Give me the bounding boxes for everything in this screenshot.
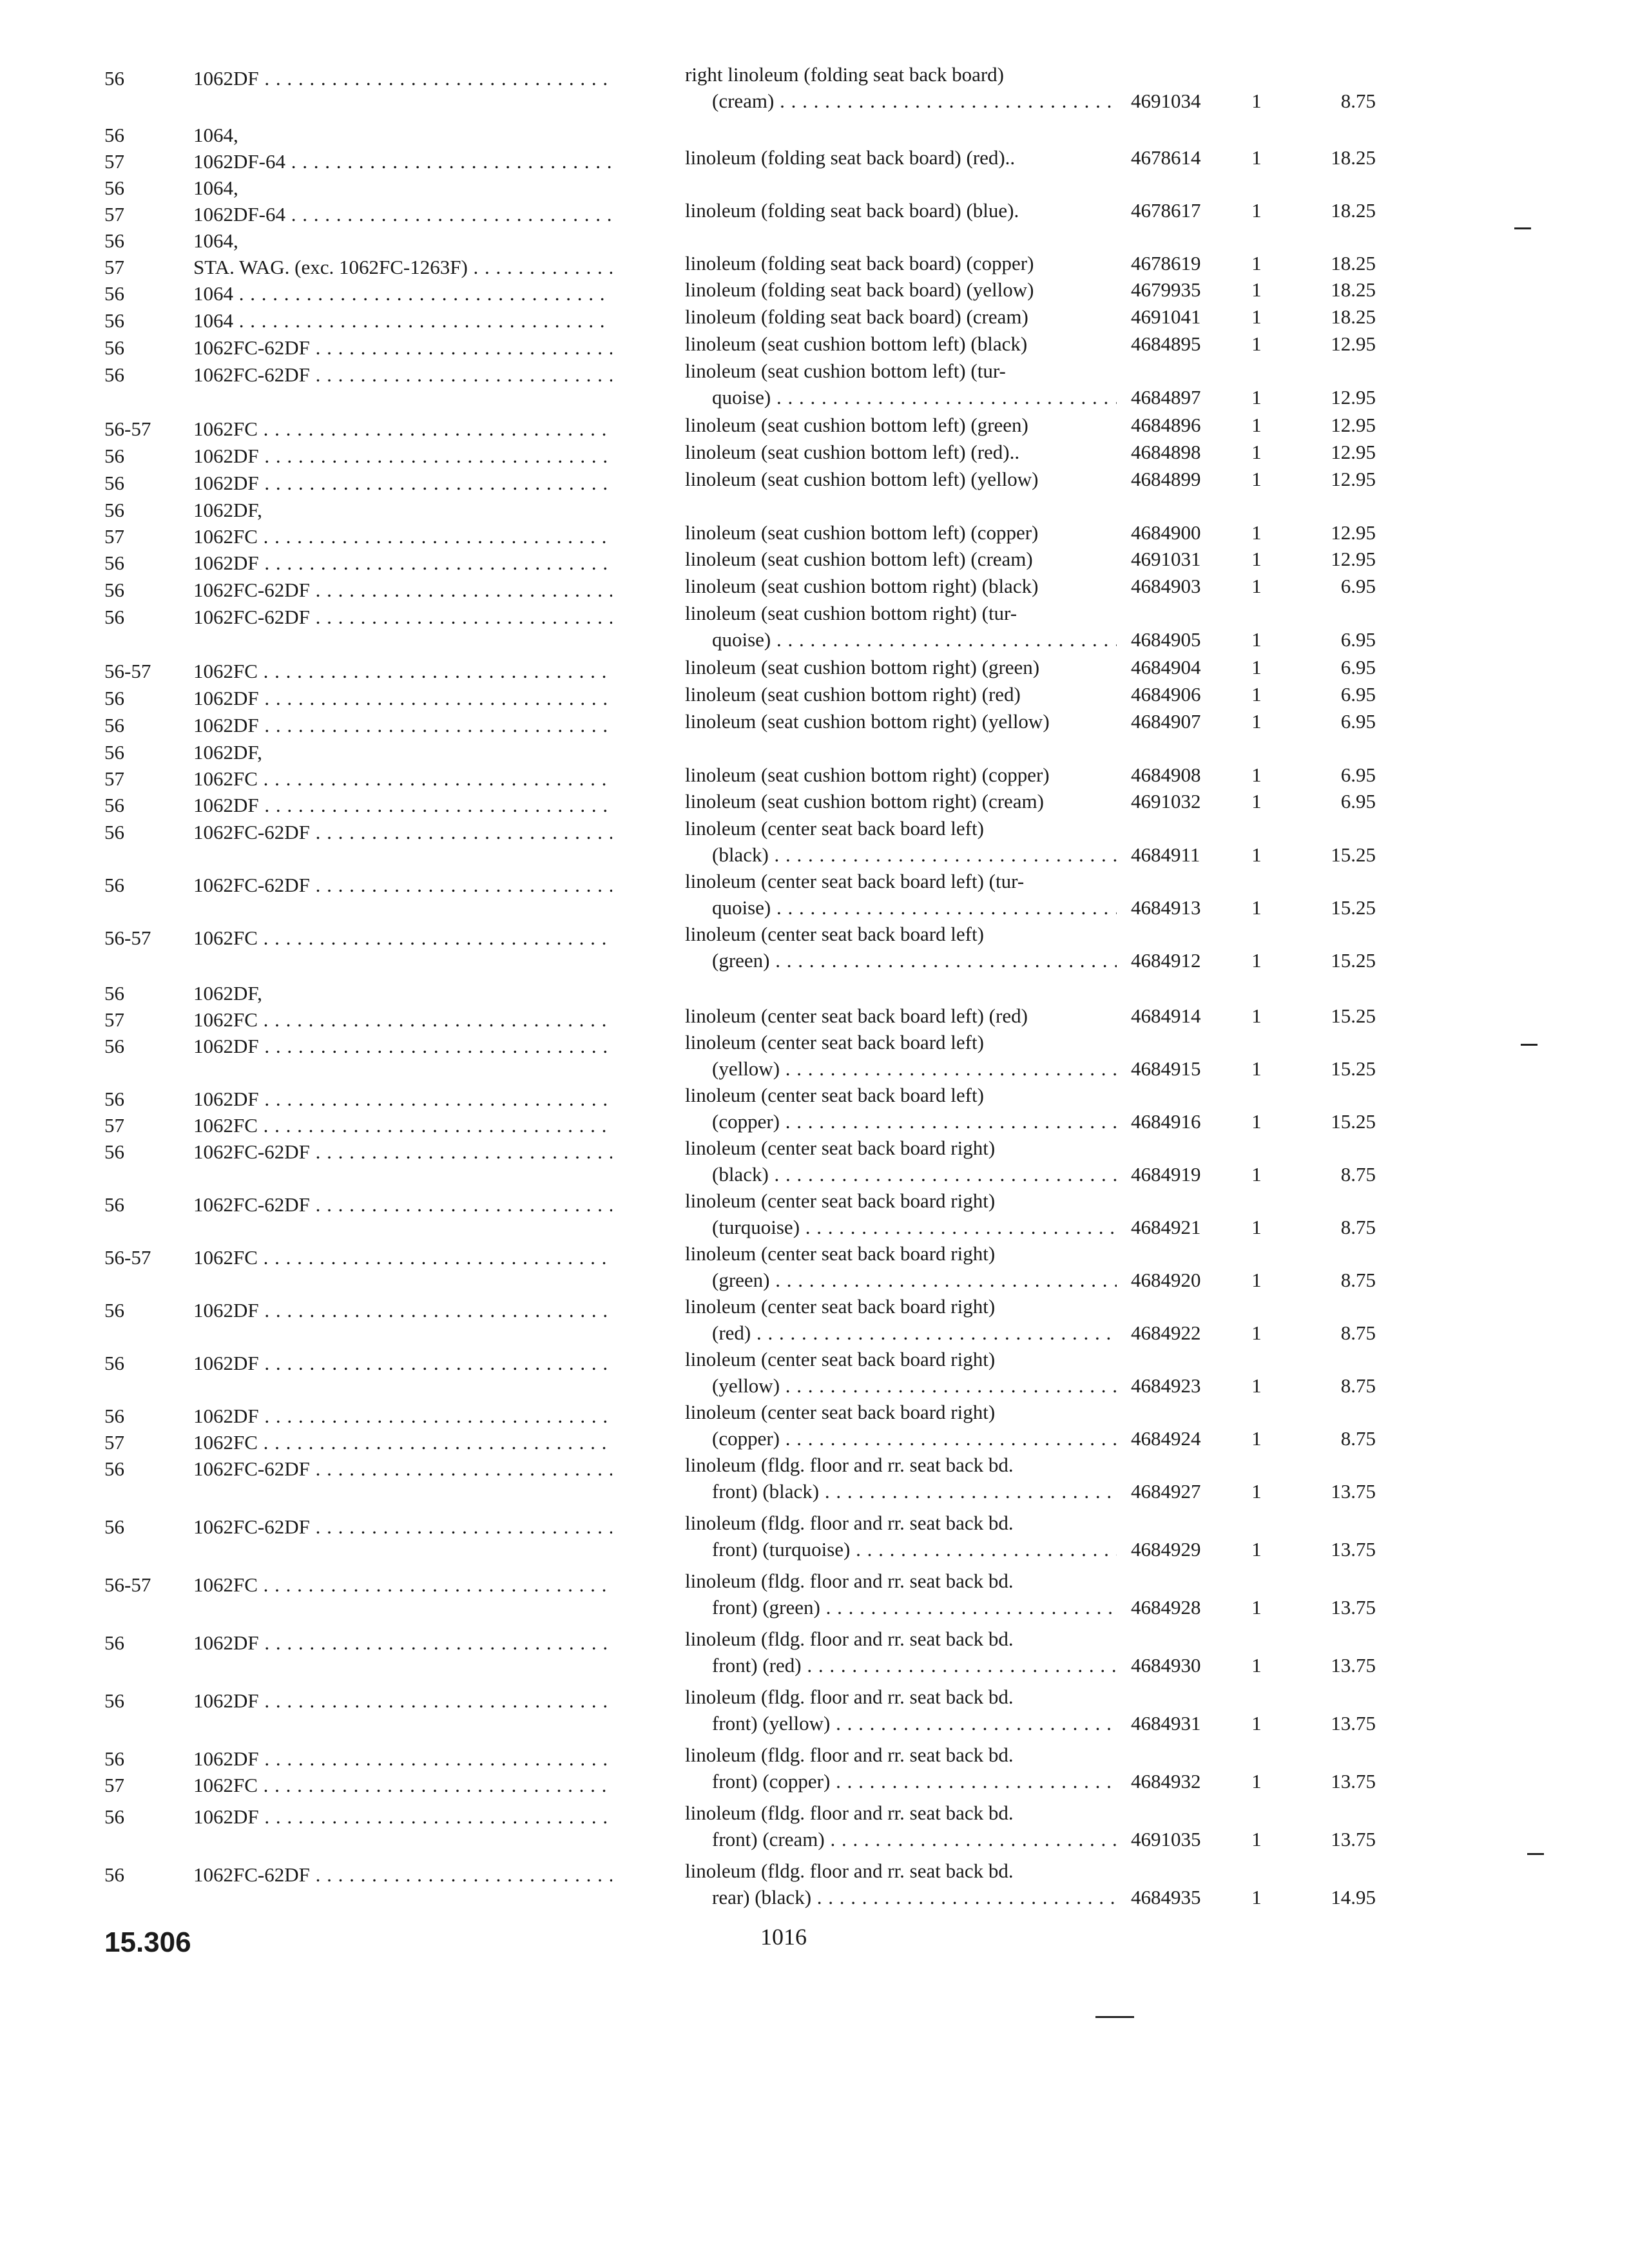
part-number-cell: 4684919 bbox=[1131, 1163, 1201, 1186]
price-cell: 8.75 bbox=[1340, 1269, 1376, 1291]
year-cell: 56 bbox=[104, 499, 124, 521]
quantity-cell: 1 bbox=[1251, 1427, 1262, 1450]
model-cell: 1062FC . . . bbox=[193, 1571, 612, 1599]
model-cell: 1062FC . . . bbox=[193, 1244, 612, 1272]
model-cell: 1062DF . . . bbox=[193, 1803, 612, 1831]
description-line: linoleum (center seat back board left) bbox=[685, 1084, 984, 1106]
quantity-cell: 1 bbox=[1251, 305, 1262, 328]
part-number-cell: 4679935 bbox=[1131, 278, 1201, 301]
model-cell: 1062DF, bbox=[193, 982, 262, 1004]
description-line: linoleum (fldg. floor and rr. seat back bd. bbox=[685, 1686, 1014, 1708]
quantity-cell: 1 bbox=[1251, 1828, 1262, 1850]
quantity-cell: 1 bbox=[1251, 332, 1262, 355]
quantity-cell: 1 bbox=[1251, 386, 1262, 408]
description-line: linoleum (seat cushion bottom left) (copper) bbox=[685, 521, 1039, 544]
price-cell: 13.75 bbox=[1331, 1654, 1376, 1677]
year-cell: 57 bbox=[104, 256, 124, 278]
description-line: linoleum (seat cushion bottom left) (black) bbox=[685, 332, 1028, 355]
description-line: front) (turquoise) . . . bbox=[712, 1535, 1117, 1564]
model-cell: 1062FC-62DF . . . bbox=[193, 1455, 612, 1483]
year-cell: 57 bbox=[104, 150, 124, 173]
price-cell: 13.75 bbox=[1331, 1770, 1376, 1792]
model-cell: 1062FC . . . bbox=[193, 1006, 612, 1034]
quantity-cell: 1 bbox=[1251, 548, 1262, 570]
part-number-cell: 4684922 bbox=[1131, 1321, 1201, 1344]
year-cell: 56 bbox=[104, 363, 124, 386]
description-line: linoleum (center seat back board right) bbox=[685, 1348, 996, 1370]
description-line: linoleum (fldg. floor and rr. seat back bd. bbox=[685, 1512, 1014, 1534]
price-cell: 14.95 bbox=[1331, 1886, 1376, 1908]
price-cell: 8.75 bbox=[1340, 1374, 1376, 1397]
part-number-cell: 4678617 bbox=[1131, 199, 1201, 222]
year-cell: 56 bbox=[104, 1689, 124, 1712]
description-line: linoleum (seat cushion bottom right) (tur- bbox=[685, 602, 1017, 624]
model-cell: 1062DF . . . bbox=[193, 791, 612, 820]
description-line: linoleum (seat cushion bottom right) (copper) bbox=[685, 764, 1050, 786]
price-cell: 13.75 bbox=[1331, 1538, 1376, 1561]
price-cell: 8.75 bbox=[1340, 1321, 1376, 1344]
model-cell: 1064, bbox=[193, 229, 238, 252]
quantity-cell: 1 bbox=[1251, 790, 1262, 812]
model-cell: 1062DF . . . bbox=[193, 1745, 612, 1773]
price-cell: 15.25 bbox=[1331, 949, 1376, 972]
price-cell: 12.95 bbox=[1331, 414, 1376, 436]
description-line: linoleum (center seat back board right) bbox=[685, 1242, 996, 1265]
description-line: (green) . . . bbox=[712, 1266, 1117, 1294]
year-cell: 56 bbox=[104, 445, 124, 467]
price-cell: 8.75 bbox=[1340, 90, 1376, 112]
quantity-cell: 1 bbox=[1251, 414, 1262, 436]
quantity-cell: 1 bbox=[1251, 521, 1262, 544]
description-line: (black) . . . bbox=[712, 841, 1117, 869]
part-number-cell: 4684915 bbox=[1131, 1057, 1201, 1080]
description-line: front) (copper) . . . bbox=[712, 1767, 1117, 1796]
part-number-cell: 4684912 bbox=[1131, 949, 1201, 972]
quantity-cell: 1 bbox=[1251, 278, 1262, 301]
quantity-cell: 1 bbox=[1251, 843, 1262, 866]
year-cell: 56 bbox=[104, 714, 124, 736]
model-cell: 1062FC . . . bbox=[193, 924, 612, 952]
description-line: (red) . . . bbox=[712, 1319, 1117, 1347]
year-cell: 57 bbox=[104, 1774, 124, 1796]
model-cell: 1062DF . . . bbox=[193, 64, 612, 93]
model-cell: 1062DF . . . bbox=[193, 549, 612, 577]
description-line: quoise) . . . bbox=[712, 894, 1117, 922]
margin-mark bbox=[1095, 2016, 1134, 2018]
model-cell: 1062DF . . . bbox=[193, 684, 612, 713]
price-cell: 13.75 bbox=[1331, 1596, 1376, 1619]
price-cell: 18.25 bbox=[1331, 278, 1376, 301]
year-cell: 56-57 bbox=[104, 927, 151, 949]
model-cell: 1062FC-62DF . . . bbox=[193, 1191, 612, 1219]
description-line: linoleum (folding seat back board) (cream) bbox=[685, 305, 1028, 328]
description-line: linoleum (folding seat back board) (blue). bbox=[685, 199, 1019, 222]
model-cell: 1064 . . . bbox=[193, 307, 612, 335]
part-number-cell: 4684924 bbox=[1131, 1427, 1201, 1450]
description-line: linoleum (seat cushion bottom left) (green) bbox=[685, 414, 1028, 436]
part-number-cell: 4684895 bbox=[1131, 332, 1201, 355]
description-line: linoleum (folding seat back board) (yellow) bbox=[685, 278, 1034, 301]
quantity-cell: 1 bbox=[1251, 1216, 1262, 1238]
year-cell: 56 bbox=[104, 821, 124, 843]
model-cell: 1062FC . . . bbox=[193, 1771, 612, 1800]
price-cell: 6.95 bbox=[1340, 628, 1376, 651]
price-cell: 15.25 bbox=[1331, 1110, 1376, 1133]
model-cell: 1062FC-62DF . . . bbox=[193, 576, 612, 604]
description-line: linoleum (fldg. floor and rr. seat back bd. bbox=[685, 1744, 1014, 1766]
model-cell: 1062DF . . . bbox=[193, 711, 612, 740]
description-line: linoleum (seat cushion bottom left) (yellow) bbox=[685, 468, 1039, 490]
description-line: linoleum (seat cushion bottom left) (red).. bbox=[685, 441, 1020, 463]
model-cell: 1062FC-62DF . . . bbox=[193, 603, 612, 631]
price-cell: 12.95 bbox=[1331, 548, 1376, 570]
year-cell: 56 bbox=[104, 687, 124, 709]
quantity-cell: 1 bbox=[1251, 146, 1262, 169]
model-cell: 1062DF . . . bbox=[193, 1687, 612, 1715]
year-cell: 57 bbox=[104, 1114, 124, 1137]
part-number-cell: 4691041 bbox=[1131, 305, 1201, 328]
description-line: right linoleum (folding seat back board) bbox=[685, 63, 1005, 86]
quantity-cell: 1 bbox=[1251, 764, 1262, 786]
quantity-cell: 1 bbox=[1251, 1712, 1262, 1735]
price-cell: 6.95 bbox=[1340, 656, 1376, 678]
year-cell: 56 bbox=[104, 177, 124, 199]
price-cell: 13.75 bbox=[1331, 1480, 1376, 1503]
part-number-cell: 4684907 bbox=[1131, 710, 1201, 733]
model-cell: 1062FC-62DF . . . bbox=[193, 1861, 612, 1889]
quantity-cell: 1 bbox=[1251, 710, 1262, 733]
year-cell: 56 bbox=[104, 1352, 124, 1374]
part-number-cell: 4684904 bbox=[1131, 656, 1201, 678]
year-cell: 57 bbox=[104, 203, 124, 226]
year-cell: 56 bbox=[104, 67, 124, 90]
price-cell: 8.75 bbox=[1340, 1216, 1376, 1238]
year-cell: 56 bbox=[104, 1140, 124, 1163]
description-line: (green) . . . bbox=[712, 947, 1117, 975]
year-cell: 57 bbox=[104, 525, 124, 548]
model-cell: STA. WAG. (exc. 1062FC-1263F) . . . bbox=[193, 253, 612, 282]
quantity-cell: 1 bbox=[1251, 1538, 1262, 1561]
year-cell: 56 bbox=[104, 982, 124, 1004]
quantity-cell: 1 bbox=[1251, 896, 1262, 919]
description-line: (cream) . . . bbox=[712, 87, 1117, 115]
part-number-cell: 4684908 bbox=[1131, 764, 1201, 786]
year-cell: 56 bbox=[104, 282, 124, 305]
part-number-cell: 4684935 bbox=[1131, 1886, 1201, 1908]
part-number-cell: 4684927 bbox=[1131, 1480, 1201, 1503]
margin-mark bbox=[1514, 227, 1531, 229]
part-number-cell: 4684932 bbox=[1131, 1770, 1201, 1792]
model-cell: 1062FC . . . bbox=[193, 765, 612, 793]
part-number-cell: 4684911 bbox=[1131, 843, 1200, 866]
margin-mark bbox=[1521, 1044, 1537, 1046]
price-cell: 15.25 bbox=[1331, 843, 1376, 866]
description-line: linoleum (center seat back board left) (red) bbox=[685, 1004, 1028, 1027]
section-page-reference: 15.306 bbox=[104, 1927, 191, 1958]
quantity-cell: 1 bbox=[1251, 628, 1262, 651]
part-number-cell: 4684914 bbox=[1131, 1004, 1201, 1027]
part-number-cell: 4684920 bbox=[1131, 1269, 1201, 1291]
model-cell: 1062FC-62DF . . . bbox=[193, 1513, 612, 1541]
price-cell: 12.95 bbox=[1331, 521, 1376, 544]
quantity-cell: 1 bbox=[1251, 1110, 1262, 1133]
year-cell: 57 bbox=[104, 1431, 124, 1454]
part-number-cell: 4684913 bbox=[1131, 896, 1201, 919]
year-cell: 56 bbox=[104, 124, 124, 146]
year-cell: 56 bbox=[104, 1193, 124, 1216]
model-cell: 1062DF . . . bbox=[193, 1349, 612, 1378]
description-line: linoleum (center seat back board left) bbox=[685, 923, 984, 945]
part-number-cell: 4684931 bbox=[1131, 1712, 1201, 1735]
model-cell: 1062DF . . . bbox=[193, 1032, 612, 1061]
year-cell: 56 bbox=[104, 1088, 124, 1110]
model-cell: 1062DF . . . bbox=[193, 442, 612, 470]
description-line: linoleum (seat cushion bottom right) (cream) bbox=[685, 790, 1044, 812]
year-cell: 56 bbox=[104, 874, 124, 896]
description-line: linoleum (seat cushion bottom right) (green) bbox=[685, 656, 1040, 678]
price-cell: 18.25 bbox=[1331, 305, 1376, 328]
model-cell: 1062FC . . . bbox=[193, 1428, 612, 1457]
part-number-cell: 4684928 bbox=[1131, 1596, 1201, 1619]
year-cell: 56 bbox=[104, 606, 124, 628]
description-line: linoleum (fldg. floor and rr. seat back bd. bbox=[685, 1570, 1014, 1592]
quantity-cell: 1 bbox=[1251, 199, 1262, 222]
model-cell: 1062DF, bbox=[193, 499, 262, 521]
year-cell: 56 bbox=[104, 1405, 124, 1427]
description-line: linoleum (seat cushion bottom right) (black) bbox=[685, 575, 1039, 597]
price-cell: 6.95 bbox=[1340, 575, 1376, 597]
page-number: 1016 bbox=[760, 1924, 807, 1950]
description-line: front) (cream) . . . bbox=[712, 1825, 1117, 1854]
description-line: linoleum (seat cushion bottom right) (yellow) bbox=[685, 710, 1050, 733]
description-line: linoleum (fldg. floor and rr. seat back bd. bbox=[685, 1454, 1014, 1476]
margin-mark bbox=[1527, 1853, 1544, 1855]
quantity-cell: 1 bbox=[1251, 1057, 1262, 1080]
year-cell: 56-57 bbox=[104, 1246, 151, 1269]
quantity-cell: 1 bbox=[1251, 1269, 1262, 1291]
quantity-cell: 1 bbox=[1251, 441, 1262, 463]
year-cell: 56-57 bbox=[104, 418, 151, 440]
price-cell: 6.95 bbox=[1340, 764, 1376, 786]
quantity-cell: 1 bbox=[1251, 1886, 1262, 1908]
part-number-cell: 4684898 bbox=[1131, 441, 1201, 463]
year-cell: 56 bbox=[104, 309, 124, 332]
year-cell: 56 bbox=[104, 1457, 124, 1480]
description-line: linoleum (center seat back board left) bbox=[685, 1031, 984, 1053]
model-cell: 1062DF . . . bbox=[193, 1402, 612, 1430]
quantity-cell: 1 bbox=[1251, 252, 1262, 274]
year-cell: 56 bbox=[104, 1863, 124, 1886]
part-number-cell: 4684916 bbox=[1131, 1110, 1201, 1133]
quantity-cell: 1 bbox=[1251, 683, 1262, 706]
quantity-cell: 1 bbox=[1251, 1321, 1262, 1344]
year-cell: 56 bbox=[104, 229, 124, 252]
description-line: front) (black) . . . bbox=[712, 1477, 1117, 1506]
part-number-cell: 4684930 bbox=[1131, 1654, 1201, 1677]
model-cell: 1062FC-62DF . . . bbox=[193, 871, 612, 899]
model-cell: 1062DF . . . bbox=[193, 1296, 612, 1325]
description-line: linoleum (seat cushion bottom left) (tur- bbox=[685, 360, 1006, 382]
year-cell: 56 bbox=[104, 579, 124, 601]
year-cell: 56 bbox=[104, 1299, 124, 1321]
description-line: linoleum (center seat back board right) bbox=[685, 1401, 996, 1423]
description-line: linoleum (center seat back board right) bbox=[685, 1137, 996, 1159]
description-line: quoise) . . . bbox=[712, 383, 1117, 412]
description-line: (yellow) . . . bbox=[712, 1372, 1117, 1400]
model-cell: 1062DF . . . bbox=[193, 469, 612, 497]
part-number-cell: 4684896 bbox=[1131, 414, 1201, 436]
model-cell: 1062FC-62DF . . . bbox=[193, 1138, 612, 1166]
year-cell: 56 bbox=[104, 1515, 124, 1538]
quantity-cell: 1 bbox=[1251, 949, 1262, 972]
price-cell: 18.25 bbox=[1331, 252, 1376, 274]
part-number-cell: 4691032 bbox=[1131, 790, 1201, 812]
model-cell: 1062DF . . . bbox=[193, 1629, 612, 1657]
year-cell: 56 bbox=[104, 794, 124, 816]
description-line: linoleum (center seat back board right) bbox=[685, 1295, 996, 1318]
model-cell: 1062FC-62DF . . . bbox=[193, 361, 612, 389]
description-line: front) (yellow) . . . bbox=[712, 1709, 1117, 1738]
year-cell: 56 bbox=[104, 336, 124, 359]
description-line: linoleum (seat cushion bottom left) (cream) bbox=[685, 548, 1033, 570]
model-cell: 1064, bbox=[193, 124, 238, 146]
quantity-cell: 1 bbox=[1251, 1374, 1262, 1397]
model-cell: 1062DF . . . bbox=[193, 1085, 612, 1113]
price-cell: 15.25 bbox=[1331, 896, 1376, 919]
part-number-cell: 4684921 bbox=[1131, 1216, 1201, 1238]
model-cell: 1062DF, bbox=[193, 741, 262, 764]
year-cell: 56 bbox=[104, 552, 124, 574]
year-cell: 56-57 bbox=[104, 660, 151, 682]
quantity-cell: 1 bbox=[1251, 1004, 1262, 1027]
price-cell: 6.95 bbox=[1340, 683, 1376, 706]
quantity-cell: 1 bbox=[1251, 1770, 1262, 1792]
quantity-cell: 1 bbox=[1251, 1596, 1262, 1619]
price-cell: 12.95 bbox=[1331, 386, 1376, 408]
price-cell: 6.95 bbox=[1340, 710, 1376, 733]
price-cell: 18.25 bbox=[1331, 146, 1376, 169]
part-number-cell: 4684929 bbox=[1131, 1538, 1201, 1561]
quantity-cell: 1 bbox=[1251, 1163, 1262, 1186]
description-line: linoleum (fldg. floor and rr. seat back bd. bbox=[685, 1802, 1014, 1824]
price-cell: 8.75 bbox=[1340, 1427, 1376, 1450]
quantity-cell: 1 bbox=[1251, 656, 1262, 678]
description-line: quoise) . . . bbox=[712, 626, 1117, 654]
year-cell: 56 bbox=[104, 1631, 124, 1654]
model-cell: 1062FC-62DF . . . bbox=[193, 818, 612, 847]
year-cell: 56-57 bbox=[104, 1573, 151, 1596]
year-cell: 56 bbox=[104, 472, 124, 494]
price-cell: 13.75 bbox=[1331, 1828, 1376, 1850]
part-number-cell: 4684906 bbox=[1131, 683, 1201, 706]
part-number-cell: 4684903 bbox=[1131, 575, 1201, 597]
part-number-cell: 4684899 bbox=[1131, 468, 1201, 490]
description-line: linoleum (fldg. floor and rr. seat back bd. bbox=[685, 1860, 1014, 1882]
description-line: linoleum (center seat back board left) bbox=[685, 817, 984, 840]
part-number-cell: 4684900 bbox=[1131, 521, 1201, 544]
description-line: linoleum (center seat back board left) (tur- bbox=[685, 870, 1025, 892]
quantity-cell: 1 bbox=[1251, 468, 1262, 490]
part-number-cell: 4691035 bbox=[1131, 1828, 1201, 1850]
description-line: rear) (black) . . . bbox=[712, 1883, 1117, 1912]
price-cell: 8.75 bbox=[1340, 1163, 1376, 1186]
year-cell: 56 bbox=[104, 1805, 124, 1828]
description-line: linoleum (fldg. floor and rr. seat back bd. bbox=[685, 1628, 1014, 1650]
model-cell: 1064 . . . bbox=[193, 280, 612, 308]
price-cell: 12.95 bbox=[1331, 332, 1376, 355]
price-cell: 15.25 bbox=[1331, 1057, 1376, 1080]
quantity-cell: 1 bbox=[1251, 575, 1262, 597]
description-line: linoleum (center seat back board right) bbox=[685, 1189, 996, 1212]
part-number-cell: 4678619 bbox=[1131, 252, 1201, 274]
year-cell: 56 bbox=[104, 1747, 124, 1770]
model-cell: 1062FC . . . bbox=[193, 1111, 612, 1140]
description-line: front) (red) . . . bbox=[712, 1651, 1117, 1680]
price-cell: 12.95 bbox=[1331, 441, 1376, 463]
part-number-cell: 4684923 bbox=[1131, 1374, 1201, 1397]
year-cell: 57 bbox=[104, 1008, 124, 1031]
price-cell: 6.95 bbox=[1340, 790, 1376, 812]
description-line: (copper) . . . bbox=[712, 1108, 1117, 1136]
part-number-cell: 4684905 bbox=[1131, 628, 1201, 651]
price-cell: 18.25 bbox=[1331, 199, 1376, 222]
model-cell: 1062FC . . . bbox=[193, 657, 612, 686]
year-cell: 57 bbox=[104, 767, 124, 790]
description-line: linoleum (folding seat back board) (red).. bbox=[685, 146, 1016, 169]
price-cell: 15.25 bbox=[1331, 1004, 1376, 1027]
quantity-cell: 1 bbox=[1251, 1654, 1262, 1677]
model-cell: 1062FC . . . bbox=[193, 415, 612, 443]
description-line: linoleum (seat cushion bottom right) (red) bbox=[685, 683, 1021, 706]
quantity-cell: 1 bbox=[1251, 1480, 1262, 1503]
description-line: (yellow) . . . bbox=[712, 1055, 1117, 1083]
model-cell: 1062DF-64 . . . bbox=[193, 200, 612, 229]
model-cell: 1064, bbox=[193, 177, 238, 199]
year-cell: 56 bbox=[104, 741, 124, 764]
description-line: (turquoise) . . . bbox=[712, 1213, 1117, 1242]
part-number-cell: 4684897 bbox=[1131, 386, 1201, 408]
model-cell: 1062FC-62DF . . . bbox=[193, 334, 612, 362]
quantity-cell: 1 bbox=[1251, 90, 1262, 112]
price-cell: 13.75 bbox=[1331, 1712, 1376, 1735]
part-number-cell: 4691031 bbox=[1131, 548, 1201, 570]
year-cell: 56 bbox=[104, 1035, 124, 1057]
description-line: front) (green) . . . bbox=[712, 1593, 1117, 1622]
model-cell: 1062FC . . . bbox=[193, 523, 612, 551]
price-cell: 12.95 bbox=[1331, 468, 1376, 490]
description-line: (black) . . . bbox=[712, 1160, 1117, 1189]
part-number-cell: 4691034 bbox=[1131, 90, 1201, 112]
description-line: (copper) . . . bbox=[712, 1425, 1117, 1453]
part-number-cell: 4678614 bbox=[1131, 146, 1201, 169]
description-line: linoleum (folding seat back board) (copper) bbox=[685, 252, 1034, 274]
model-cell: 1062DF-64 . . . bbox=[193, 148, 612, 176]
